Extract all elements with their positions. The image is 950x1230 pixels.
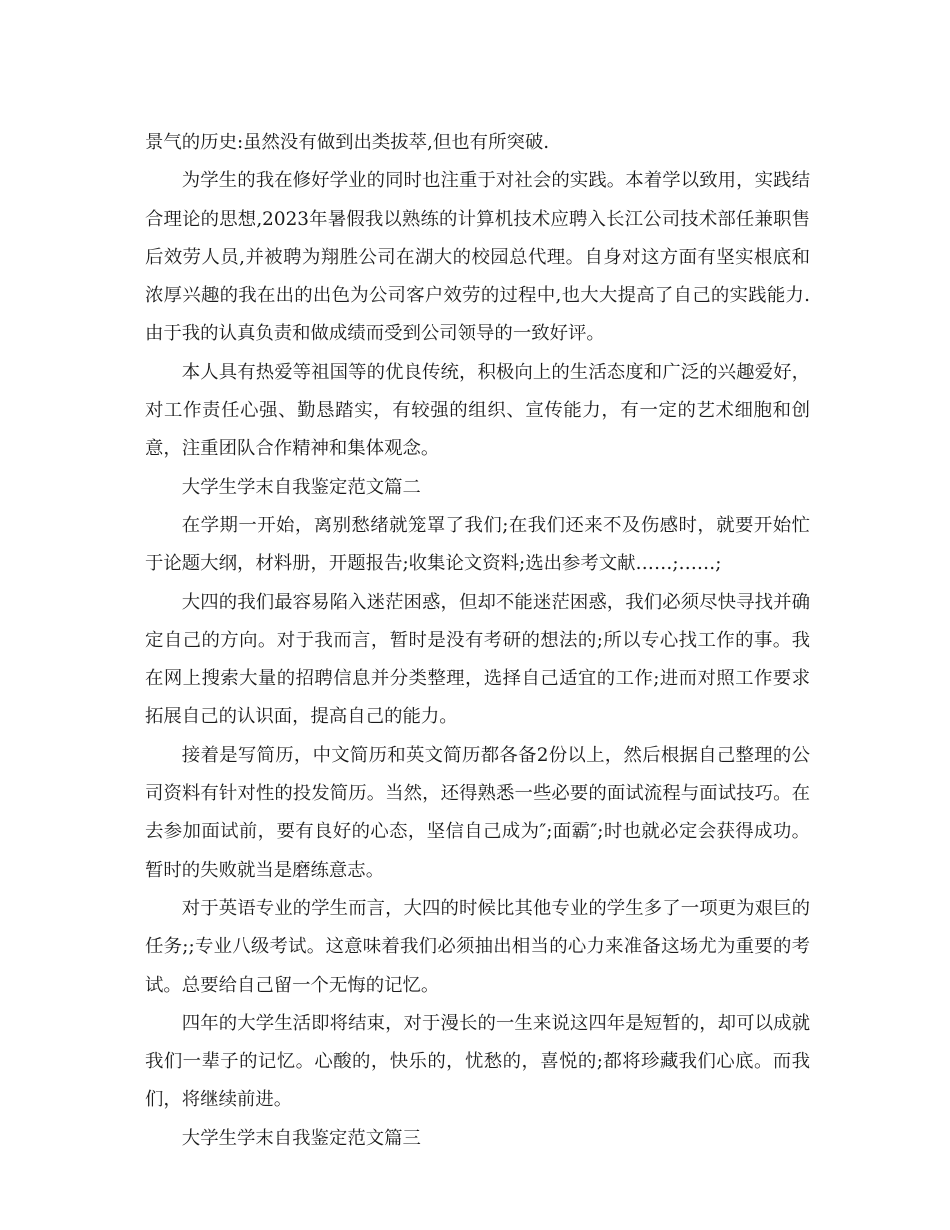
paragraph-semester-start: 在学期一开始，离别愁绪就笼罩了我们;在我们还来不及伤感时，就要开始忙于论题大纲，材料册，开题报告;收集论文资料;选出参考文献……;……; bbox=[145, 514, 810, 575]
paragraph-continued: 景气的历史:虽然没有做到出类拔萃,但也有所突破. bbox=[145, 132, 550, 153]
section-heading-part-two: 大学生学末自我鉴定范文篇二 bbox=[181, 476, 421, 498]
paragraph-personal-qualities: 本人具有热爱等祖国等的优良传统，积极向上的生活态度和广泛的兴趣爱好，对工作责任心强、勤恳踏实，有较强的组织、宣传能力，有一定的艺术细胞和创意，注重团队合作精神和集体观念。 bbox=[145, 361, 810, 460]
paragraph-social-practice: 为学生的我在修好学业的同时也注重于对社会的实践。本着学以致用，实践结合理论的思想,2023年暑假我以熟练的计算机技术应聘入长江公司技术部任兼职售后效劳人员,并被聘为翔胜公司在湖大的校园总代理。自身对这方面有坚实根底和浓厚兴趣的我在出的出色为公司客户效劳的过程中,也大大提高了自己的实践能力.由于我的认真负责和做成绩而受到公司领导的一致好评。 bbox=[145, 170, 810, 345]
paragraph-four-years: 四年的大学生活即将结束，对于漫长的一生来说这四年是短暂的，却可以成就我们一辈子的记忆。心酸的，快乐的，忧愁的，喜悦的;都将珍藏我们心底。而我们，将继续前进。 bbox=[145, 1012, 810, 1111]
paragraph-resume: 接着是写简历，中文简历和英文简历都各备2份以上，然后根据自己整理的公司资料有针对性的投发简历。当然，还得熟悉一些必要的面试流程与面试技巧。在去参加面试前，要有良好的心态，坚信自己成为″;面霸″;时也就必定会获得成功。暂时的失败就当是磨练意志。 bbox=[145, 744, 810, 881]
paragraph-tem8-exam: 对于英语专业的学生而言，大四的时候比其他专业的学生多了一项更为艰巨的任务;;专业八级考试。这意味着我们必须抽出相当的心力来准备这场尤为重要的考试。总要给自己留一个无悔的记忆。 bbox=[145, 897, 810, 996]
paragraph-direction: 大四的我们最容易陷入迷茫困惑，但却不能迷茫困惑，我们必须尽快寻找并确定自己的方向。对于我而言，暂时是没有考研的想法的;所以专心找工作的事。我在网上搜索大量的招聘信息并分类整理，选择自己适宜的工作;进而对照工作要求拓展自己的认识面，提高自己的能力。 bbox=[145, 591, 810, 728]
section-heading-part-three: 大学生学末自我鉴定范文篇三 bbox=[181, 1127, 421, 1149]
document-body bbox=[145, 124, 810, 1158]
